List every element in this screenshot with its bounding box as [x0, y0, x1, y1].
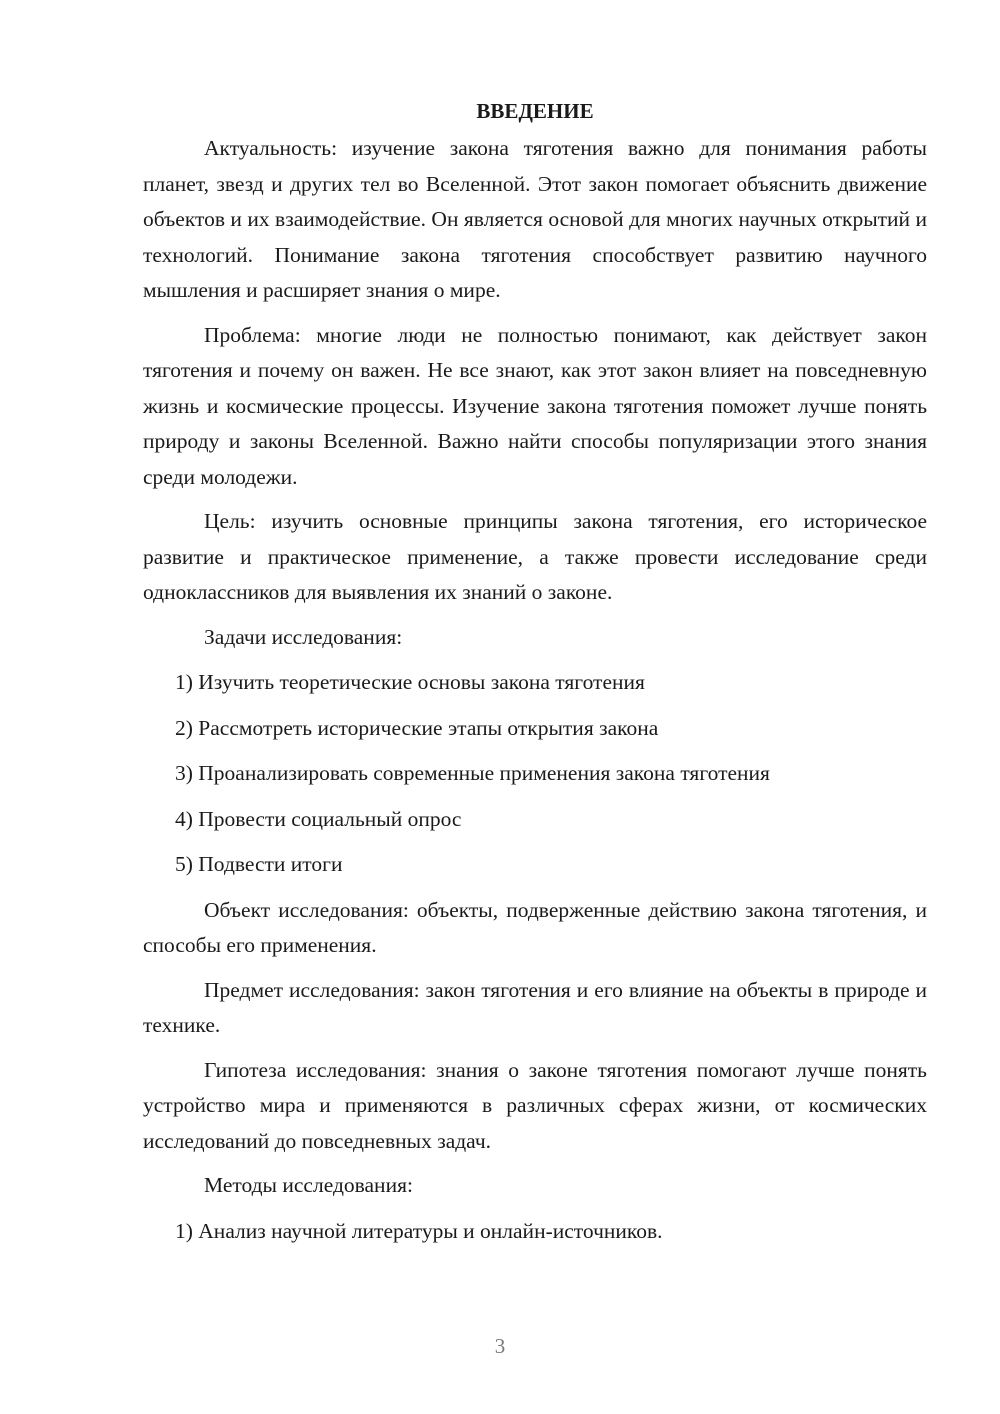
- paragraph-goal: Цель: изучить основные принципы закона тяготения, его историческое развитие и практическое применение, а также провести исследование среди одноклассников для выявления их знаний о законе.: [143, 509, 927, 604]
- page-number: 3: [494, 1334, 506, 1358]
- paragraph-hypothesis: Гипотеза исследования: знания о законе тяготения помогают лучше понять устройство мира и применяются в различных сферах жизни, от космических исследований до повседневных задач.: [143, 1057, 927, 1153]
- tasks-list-item: 1) Изучить теоретические основы закона тяготения: [175, 670, 645, 694]
- document-page: [143, 96, 927, 1259]
- methods-title: Методы исследования:: [204, 1173, 413, 1197]
- paragraph-relevance: Актуальность: изучение закона тяготения важно для понимания работы планет, звезд и других тел во Вселенной. Этот закон помогает объяснить движение объектов и их взаимодействие. Он является основой для многих научных открытий и технологий. Понимание закона тяготения способствует развитию научного мышления и расширяет знания о мире.: [143, 136, 927, 302]
- tasks-list-item: 3) Проанализировать современные применения закона тяготения: [175, 761, 770, 785]
- methods-list-item: 1) Анализ научной литературы и онлайн-источников.: [175, 1218, 663, 1243]
- tasks-list-item: 5) Подвести итоги: [175, 852, 343, 876]
- paragraph-object: Объект исследования: объекты, подверженные действию закона тяготения, и способы его применения.: [143, 897, 927, 957]
- tasks-list-item: 4) Провести социальный опрос: [175, 806, 462, 831]
- paragraph-subject: Предмет исследования: закон тяготения и его влияние на объекты в природе и технике.: [143, 977, 927, 1037]
- tasks-list-item: 2) Рассмотреть исторические этапы открытия закона: [175, 715, 659, 740]
- paragraph-problem: Проблема: многие люди не полностью понимают, как действует закон тяготения и почему он важен. Не все знают, как этот закон влияет на повседневную жизнь и космические процессы. Изучение закона тяготения поможет лучше понять природу и законы Вселенной. Важно найти способы популяризации этого знания среди молодежи.: [143, 322, 927, 489]
- tasks-title: Задачи исследования:: [204, 624, 403, 649]
- section-heading: ВВЕДЕНИЕ: [476, 99, 594, 123]
